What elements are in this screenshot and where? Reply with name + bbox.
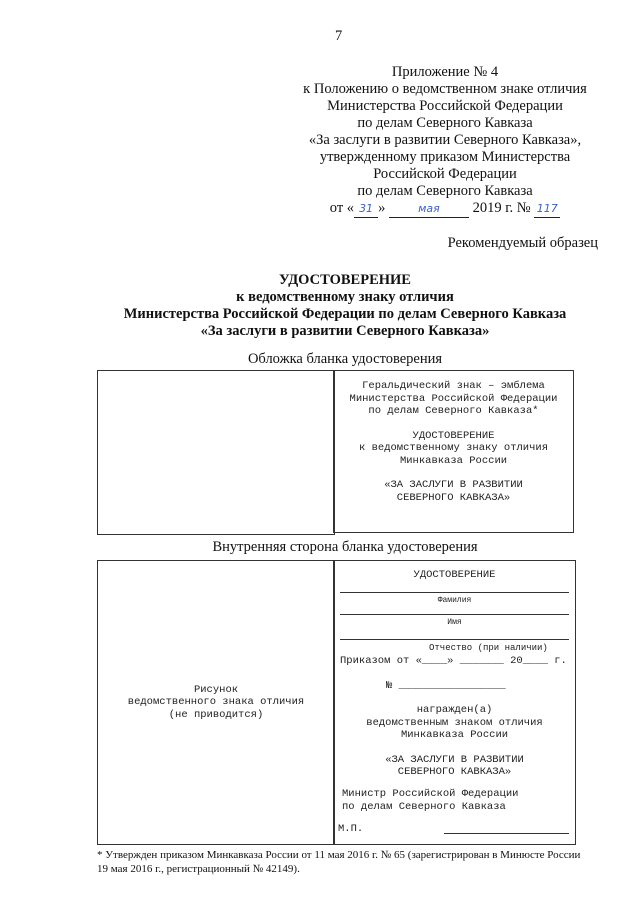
left-text: Рисунок	[193, 683, 239, 696]
month-handwritten: мая	[389, 200, 469, 218]
day-handwritten: 31	[354, 200, 378, 218]
awarded-block	[334, 704, 575, 791]
name-label: Имя	[447, 618, 462, 627]
page-number: 7	[335, 28, 343, 44]
footnote: * Утвержден приказом Минкавказа России от 11 мая 2016 г. № 65 (зарегистрирован в Минюсте России 19 мая 2016 г., регистрационный № 42149).	[97, 849, 581, 875]
name-line	[340, 614, 569, 615]
appendix-block	[270, 64, 620, 218]
awarded-text: Минкавказа России	[400, 729, 509, 741]
appendix-line: «За заслуги в развитии Северного Кавказа»,	[308, 132, 582, 148]
cover-text: Геральдический знак – эмблема	[362, 380, 545, 392]
patronymic-line	[340, 639, 569, 640]
awarded-text: награжден(а)	[416, 704, 493, 716]
inside-left-panel	[97, 560, 335, 845]
appendix-line: Российской Федерации	[373, 166, 517, 182]
title-line: Министерства Российской Федерации по делам Северного Кавказа	[123, 306, 567, 322]
appendix-line: Приложение № 4	[391, 64, 499, 80]
surname-line	[340, 592, 569, 593]
cover-text: Минкавказа России	[399, 454, 508, 467]
cover-right-panel	[333, 370, 574, 533]
cover-left-panel	[97, 370, 335, 535]
certificate-title: УДОСТОВЕРЕНИЕ	[413, 569, 496, 581]
surname-label: Фамилия	[437, 596, 472, 605]
date-prefix: от «	[329, 200, 355, 216]
appendix-line: утвержденному приказом Министерства	[319, 149, 571, 165]
cover-heading: Обложка бланка удостоверения	[247, 351, 443, 367]
minister-text: Министр Российской Федерации	[342, 788, 519, 800]
awarded-text: ведомственным знаком отличия	[366, 716, 543, 729]
minister-text: по делам Северного Кавказа	[342, 800, 506, 813]
awarded-text: СЕВЕРНОГО КАВКАЗА»	[397, 766, 512, 778]
minister-block	[342, 788, 518, 813]
cover-text: «ЗА ЗАСЛУГИ В РАЗВИТИИ	[384, 479, 523, 491]
order-number-handwritten: 117	[534, 200, 560, 218]
appendix-line: по делам Северного Кавказа	[357, 115, 533, 131]
appendix-line: к Положению о ведомственном знаке отличия	[303, 81, 587, 97]
title-line: «За заслуги в развитии Северного Кавказа»	[200, 323, 490, 339]
title-line: УДОСТОВЕРЕНИЕ	[279, 272, 411, 288]
awarded-text: «ЗА ЗАСЛУГИ В РАЗВИТИИ	[385, 753, 524, 766]
date-mid: »	[378, 200, 386, 216]
order-line: Приказом от «____» _______ 20____ г.	[340, 655, 567, 667]
inside-right-panel	[333, 560, 576, 845]
left-text: ведомственного знака отличия	[127, 696, 305, 709]
cover-text: к ведомственному знаку отличия	[358, 442, 549, 454]
seal-label: М.П.	[338, 823, 364, 835]
patronymic-label: Отчество (при наличии)	[429, 643, 548, 653]
appendix-date-line	[270, 200, 620, 218]
year-text: 2019 г. №	[472, 200, 531, 216]
document-title	[40, 272, 640, 340]
cover-text: УДОСТОВЕРЕНИЕ	[412, 429, 495, 442]
inside-heading: Внутренняя сторона бланка удостоверения	[212, 539, 478, 555]
number-line: № _________________	[386, 680, 506, 692]
cover-text: Министерства Российской Федерации	[349, 392, 558, 405]
recommended-sample: Рекомендуемый образец	[447, 235, 598, 251]
left-text: (не приводится)	[168, 708, 264, 721]
cover-text: СЕВЕРНОГО КАВКАЗА»	[396, 491, 511, 504]
appendix-line: Министерства Российской Федерации	[327, 98, 563, 114]
appendix-line: по делам Северного Кавказа	[357, 183, 533, 199]
cover-text: по делам Северного Кавказа*	[368, 405, 539, 417]
title-line: к ведомственному знаку отличия	[236, 289, 454, 305]
signature-line	[444, 833, 569, 834]
